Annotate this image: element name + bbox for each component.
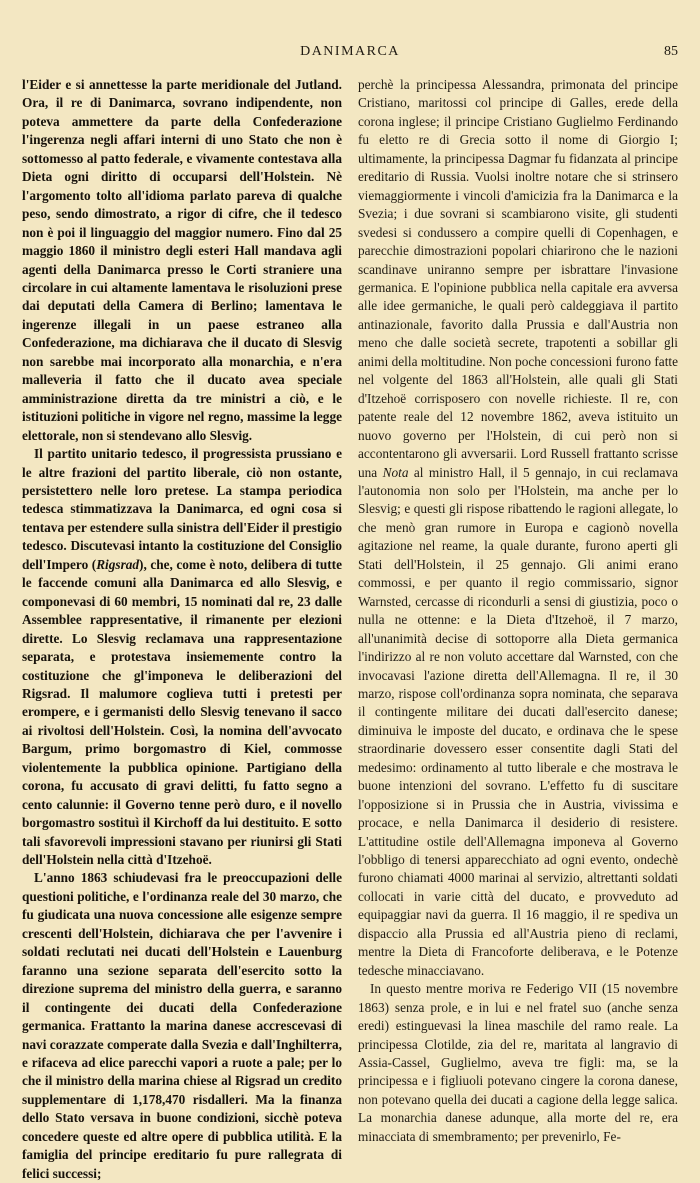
right-paragraph-1-start: perchè la principessa Alessandra, primonata del principe Cristiano, maritossi col principe di Galles, erede della corona inglese; il principe Cristiano Guglielmo Ferdinando fu eletto re di Grecia sotto il nome di Giorgio I; ultimamente, la principessa Dagmar fu fidanzata al principe ereditario di Russia. Vuolsi inoltre notare che si strinsero viemaggiormente i vincoli d'amicizia fra la Danimarca e la Svezia; i due sovrani si scambiarono visite, gli studenti svedesi si condussero a compire quelli di Copenhagen, e parecchie dimostrazioni popolari chiarirono che le nazioni scandinave uniranno sempre per isbrattare l'invasione germanica. E l'opinione pubblica nella capitale era avversa alle idee germaniche, le quali però caldeggiava il partito antinazionale, favorito dalla Prussia e dall'Austria non meno che dalle società secrete, trapotenti a sobillar gli animi della moltitudine. Non poche concessioni furono fatte nel volgente del 1863 all'Holstein, alle quali gli Stati d'Itzehoë corrisposero con novelle richieste. Il re, con patente reale del 12 novembre 1862, aveva istituito un nuovo governo per l'Holstein, di cui però non si accontentarono gli avversarii. Lord Russell frattanto scrisse una	[358, 77, 678, 480]
right-paragraph-1	[358, 76, 678, 980]
right-column	[358, 76, 678, 1144]
left-paragraph-3: L'anno 1863 schiudevasi fra le preoccupazioni delle questioni politiche, e l'ordinanza reale del 30 marzo, che fu giudicata una nuova concessione alle esigenze sempre crescenti dell'Holstein, dichiarava che per l'avvenire i soldati reclutati nei ducati dell'Holstein e Lauenburg faranno una sezione separata dell'esercito sotto la direzione suprema del ministro della guerra, e saranno il contingente dei ducati della Confederazione germanica. Frattanto la marina danese accrescevasi di navi corazzate comperate dalla Svezia e dall'Inghilterra, e rifaceva ad elice parecchi vapori a ruote a pale; per lo che il ministro della marina chiese al Rigsrad un credito supplementare di 1,178,470 risdalleri. Ma la finanza dello Stato versava in buone condizioni, sicchè poteva concedere queste ed altre opere di pubblica utilità. E la famiglia del principe ereditario fu pure rallegrata di felici successi;	[22, 870, 342, 1181]
right-paragraph-2: In questo mentre moriva re Federigo VII (15 novembre 1863) senza prole, e in lui e nel fratel suo (anche senza eredi) estinguevasi la linea maschile del ramo reale. La principessa Clotilde, zia del re, maritata al langravio di Assia-Cassel, Guglielmo, aveva tre figli: ma, se la principessa e i figliuoli potevano cingere la corona danese, non potevano quella dei ducati a cagione della legge salica. La monarchia danese adunque, alla morte del re, era minacciata di smembramento; per prevenirlo, Fe-	[358, 981, 678, 1144]
nota-term: Nota	[382, 464, 409, 480]
left-paragraph-2-start: Il partito unitario tedesco, il progressista prussiano e le altre frazioni del partito liberale, ciò non ostante, persistettero nelle loro pretese. La stampa periodica tedesca stimmatizzava la Danimarca, ed ogni cosa si tentava per estendere sulla sinistra dell'Eider il prestigio tedesco. Discutevasi intanto la costituzione del Consiglio dell'Impero (	[22, 446, 342, 572]
page-number: 85	[664, 44, 678, 59]
left-paragraph-2	[22, 445, 342, 869]
text-columns	[22, 76, 678, 1181]
running-title: DANIMARCA	[300, 44, 400, 59]
page-header	[22, 44, 678, 64]
left-paragraph-2-end: ), che, come è noto, delibera di tutte le faccende comuni alla Danimarca ed allo Slesvig, e componevasi di 60 membri, 15 nominati dal re, 23 dalle Assemblee rappresentative, il rimanente per elezioni dirette. Lo Slesvig reclamava una rappresentazione separata, e protestava insiememente contro la costituzione che gl'imponeva le deliberazioni del Rigsrad. Il malumore coglieva tutti i pretesti per erompere, e i germanisti dello Slesvig tenevano il sacco ai rivoltosi dell'Holstein. Così, la nomina dell'avvocato Bargum, primo borgomastro di Kiel, commosse violentemente la pubblica opinione. Partigiano della corona, fu accusato di gravi delitti, fu fatto segno a cento calunnie: il Governo tenne però duro, e il novello borgomastro sostituì il Kirchoff da lui destituito. E sotto tali sfavorevoli impressioni stavano per riunirsi gli Stati dell'Holstein nella città d'Itzehoë.	[22, 556, 342, 868]
left-column	[22, 76, 342, 1181]
right-paragraph-1-end: al ministro Hall, il 5 gennajo, in cui reclamava l'autonomia non solo per l'Holstein, ma anche per lo Slesvig; e questi gli rispose ribattendo le ragioni allegate, lo che menò gran rumore in Europa e cagionò novella agitazione nel reame, la quale durante, furono aperti gli Stati dell'Holstein, il 25 gennajo. Gli animi erano commossi, e per quanto il regio commissario, signor Warnsted, cercasse di ricondurli a sensi di giustizia, poco o nulla ne ottenne: e la Dieta d'Itzehoë, il 7 marzo, all'unanimità decise di sottoporre alla Dieta germanica l'indirizzo al re non voluto accettare dal Warnsted, con che invocavasi l'azione diretta dell'Allemagna. Il re, il 30 marzo, rispose coll'ordinanza sopra nominata, che separava il contingente militare dei ducati dall'esercito danese; diminuiva le imposte del ducato, e ordinava che le spese straordinarie dovessero esser consentite dagli Stati del medesimo: ordinamento al tutto liberale e che mostrava le buone intenzioni del sovrano. L'effetto fu di suscitare l'opposizione si in Prussia che in Austria, vivissima e procace, e nella Danimarca il desiderio di resistere. L'attitudine ostile dell'Allemagna imponeva al Governo l'obbligo di tenersi apparecchiato ad ogni evento, ondechè furono chiamati 4000 marinai al servizio, altrettanti soldati collocati in varie città del ducato, e provveduto ad equipaggiar navi da guerra. Il 16 maggio, il re spediva un dispaccio alla Prussia ed all'Austria pieno di reclami, mentre la Dieta di Francoforte deliberava, e le Potenze tedesche minacciavano.	[358, 464, 678, 978]
rigsrad-term: Rigsrad	[96, 556, 140, 572]
left-paragraph-1: l'Eider e si annettesse la parte meridionale del Jutland. Ora, il re di Danimarca, sovrano indipendente, non poteva ammettere da parte della Confederazione l'ingerenza negli affari interni di uno Stato che non è sottomesso al patto federale, e vivamente contestava alla Dieta ogni diritto di occuparsi dell'Holstein. Nè l'argomento tolto all'idioma parlato pareva di qualche peso, sendo dimostrato, a rigor di cifre, che il tedesco non è poi il linguaggio del maggior numero. Fino dal 25 maggio 1860 il ministro degli esteri Hall mandava agli agenti della Danimarca presso le Corti straniere una circolare in cui altamente lamentava le risoluzioni prese dai deputati della Camera di Berlino; lamentava le ingerenze illegali in un paese estraneo alla Confederazione, ma dichiarava che il ducato di Slesvig non sarebbe mai incorporato alla monarchia, e n'era malleveria il fatto che il ducato avea speciale amministrazione diretta da tre ministri a ciò, e le istituzioni politiche in vigore nel regno, massime la legge elettorale, non si stendevano allo Slesvig.	[22, 77, 342, 443]
